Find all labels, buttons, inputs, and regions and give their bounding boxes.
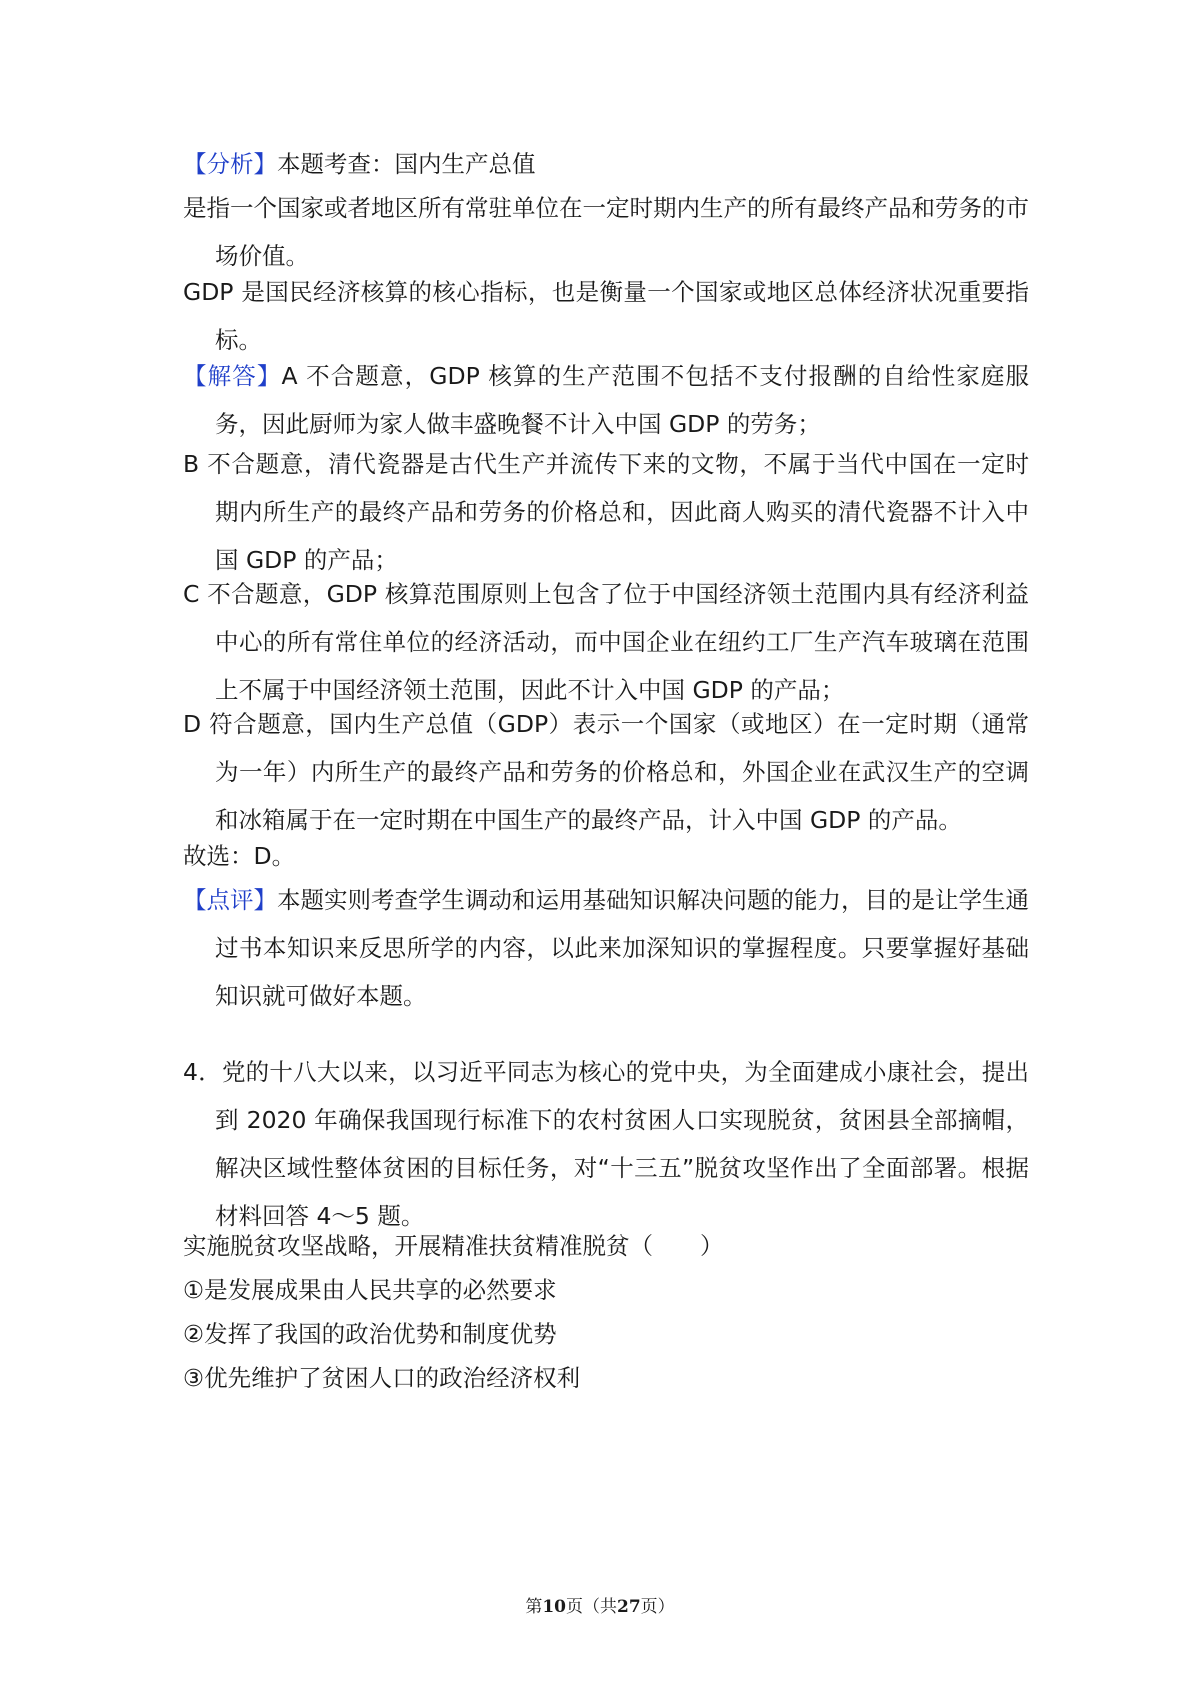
answer-option-c: C 不合题意，GDP 核算范围原则上包含了位于中国经济领土范围内具有经济利益中心的所有常住单位的经济活动，而中国企业在纽约工厂生产汽车玻璃在范围上不属于中国经济领土范围，因此不计入中国 GDP 的产品； (183, 580, 1029, 704)
question-4-option-2: ②发挥了我国的政治优势和制度优势 (183, 1320, 557, 1348)
answer-a-text: A 不合题意，GDP 核算的生产范围不包括不支付报酬的自给性家庭服务，因此厨师为家人做丰盛晚餐不计入中国 GDP 的劳务； (215, 362, 1029, 438)
page-footer (0, 1592, 1200, 1617)
analysis-paragraph-1: 是指一个国家或者地区所有常驻单位在一定时期内生产的所有最终产品和劳务的市场价值。 (183, 194, 1029, 270)
answer-option-a (183, 352, 1029, 448)
question-4-prompt: 实施脱贫攻坚战略，开展精准扶贫精准脱贫（ ） (183, 1232, 724, 1260)
footer-suffix: 页） (640, 1597, 675, 1617)
answer-option-b: B 不合题意，清代瓷器是古代生产并流传下来的文物，不属于当代中国在一定时期内所生产的最终产品和劳务的价格总和，因此商人购买的清代瓷器不计入中国 GDP 的产品； (183, 450, 1029, 574)
answer-option-d: D 符合题意，国内生产总值（GDP）表示一个国家（或地区）在一定时期（通常为一年）内所生产的最终产品和劳务的价格总和，外国企业在武汉生产的空调和冰箱属于在一定时期在中国生产的最终产品，计入中国 GDP 的产品。 (183, 710, 1029, 834)
analysis-paragraph-2: GDP 是国民经济核算的核心指标，也是衡量一个国家或地区总体经济状况重要指标。 (183, 278, 1029, 354)
answer-choice: 故选：D。 (183, 842, 296, 870)
question-4-option-1: ①是发展成果由人民共享的必然要求 (183, 1276, 557, 1304)
analysis-title: 本题考查：国内生产总值 (277, 150, 536, 178)
question-4-stem: 4．党的十八大以来，以习近平同志为核心的党中央，为全面建成小康社会，提出到 2020 年确保我国现行标准下的农村贫困人口实现脱贫，贫困县全部摘帽，解决区域性整体贫困的目标任务，对“十三五”脱贫攻坚作出了全面部署。根据材料回答 4～5 题。 (183, 1058, 1029, 1230)
answer-tag: 【解答】 (183, 362, 282, 390)
question-4-option-3: ③优先维护了贫困人口的政治经济权利 (183, 1364, 581, 1392)
analysis-heading (183, 140, 1029, 188)
footer-page-number: 10 (542, 1597, 566, 1617)
comment-text: 本题实则考查学生调动和运用基础知识解决问题的能力，目的是让学生通过书本知识来反思所学的内容，以此来加深知识的掌握程度。只要掌握好基础知识就可做好本题。 (215, 886, 1029, 1010)
footer-middle: 页（共 (566, 1597, 617, 1617)
footer-prefix: 第 (525, 1597, 543, 1617)
comment (183, 876, 1029, 1020)
footer-total-pages: 27 (617, 1597, 641, 1617)
analysis-tag: 【分析】 (183, 150, 277, 178)
comment-tag: 【点评】 (183, 886, 277, 914)
